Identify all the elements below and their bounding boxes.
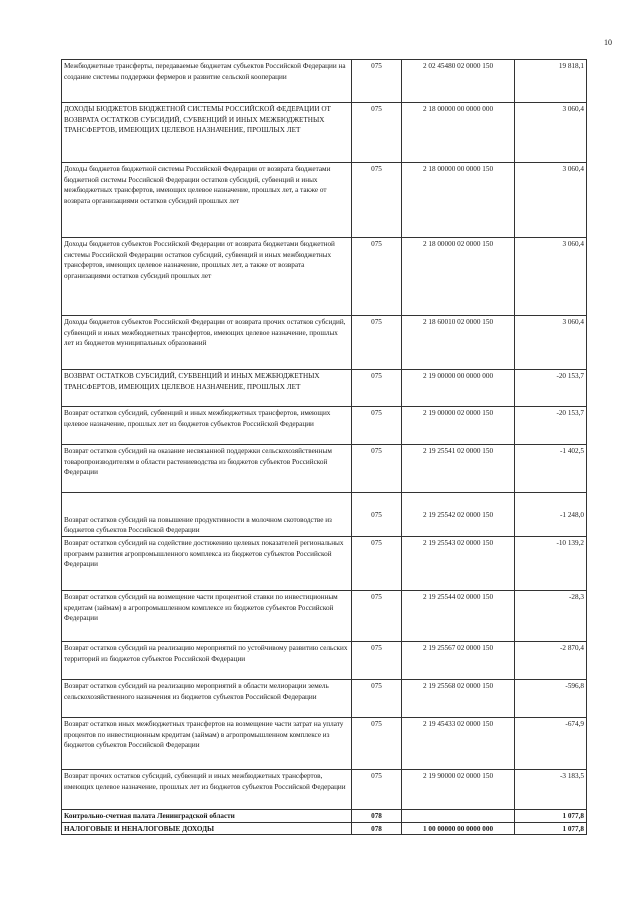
table-row-section [62,822,587,835]
row-name: Доходы бюджетов субъектов Российской Федерации от возврата прочих остатков субсидий, субвенций и иных межбюджетных трансфертов, имеющих целевое назначение, прошлых лет из бюджетов муниципальных образований [62,316,352,370]
row-name: Возврат остатков субсидий на реализацию мероприятий в области мелиорации земель сельскохозяйственного назначения из бюджетов субъектов Российской Федерации [62,680,352,718]
row-name: Доходы бюджетов субъектов Российской Федерации от возврата бюджетами бюджетной системы Российской Федерации остатков субсидий, субвенций и иных межбюджетных трансфертов, имеющих целевое назначение, прошлых лет, а также от возврата организациями остатков субсидий прошлых лет [62,238,352,316]
table-row [62,770,587,810]
table-row [62,537,587,591]
row-name: ВОЗВРАТ ОСТАТКОВ СУБСИДИЙ, СУБВЕНЦИЙ И ИНЫХ МЕЖБЮДЖЕТНЫХ ТРАНСФЕРТОВ, ИМЕЮЩИХ ЦЕЛЕВОЕ НАЗНАЧЕНИЕ, ПРОШЛЫХ ЛЕТ [62,370,352,407]
row-sum: -20 153,7 [515,407,587,445]
table-row [62,316,587,370]
row-name: ДОХОДЫ БЮДЖЕТОВ БЮДЖЕТНОЙ СИСТЕМЫ РОССИЙСКОЙ ФЕДЕРАЦИИ ОТ ВОЗВРАТА ОСТАТКОВ СУБСИДИЙ, СУБВЕНЦИЙ И ИНЫХ МЕЖБЮДЖЕТНЫХ ТРАНСФЕРТОВ, ИМЕЮЩИХ ЦЕЛЕВОЕ НАЗНАЧЕНИЕ, ПРОШЛЫХ ЛЕТ [62,103,352,163]
table-row [62,493,587,537]
row-budget-code: 2 02 45480 02 0000 150 [402,60,515,103]
row-name: Возврат остатков субсидий на реализацию мероприятий по устойчивому развитию сельских территорий из бюджетов субъектов Российской Федерации [62,642,352,680]
table-row [62,642,587,680]
table-row [62,60,587,103]
row-admin-code: 075 [352,238,402,316]
row-admin-code: 075 [352,103,402,163]
row-name: Возврат прочих остатков субсидий, субвенций и иных межбюджетных трансфертов, имеющих целевое назначение, прошлых лет из бюджетов субъектов Российской Федерации [62,770,352,810]
table-row [62,163,587,238]
row-admin-code: 075 [352,316,402,370]
row-sum: -674,9 [515,718,587,770]
row-name: Контрольно-счетная палата Ленинградской области [62,810,352,823]
row-budget-code: 2 18 00000 02 0000 150 [402,238,515,316]
row-budget-code: 2 19 90000 02 0000 150 [402,770,515,810]
row-sum: -3 183,5 [515,770,587,810]
table-row [62,680,587,718]
row-name: Возврат остатков иных межбюджетных трансфертов на возмещение части затрат на уплату процентов по инвестиционным кредитам (займам) в агропромышленном комплексе из бюджетов субъектов Российской Федерации [62,718,352,770]
row-name: Возврат остатков субсидий на оказание несвязанной поддержки сельскохозяйственным товаропроизводителям в области растениеводства из бюджетов субъектов Российской Федерации [62,445,352,493]
row-sum: 3 060,4 [515,163,587,238]
row-budget-code [402,810,515,823]
table-row [62,238,587,316]
row-budget-code: 2 19 25542 02 0000 150 [402,493,515,537]
row-admin-code: 078 [352,810,402,823]
table-row [62,370,587,407]
row-admin-code: 075 [352,445,402,493]
row-sum: 3 060,4 [515,238,587,316]
row-admin-code: 075 [352,407,402,445]
row-admin-code: 075 [352,370,402,407]
row-name: Возврат остатков субсидий на повышение продуктивности в молочном скотоводстве из бюджетов субъектов Российской Федерации [62,493,352,537]
row-sum: 19 818,1 [515,60,587,103]
row-budget-code: 2 19 00000 00 0000 000 [402,370,515,407]
table-row [62,591,587,642]
row-sum: -2 870,4 [515,642,587,680]
row-name: Возврат остатков субсидий, субвенций и иных межбюджетных трансфертов, имеющих целевое назначение, прошлых лет из бюджетов субъектов Российской Федерации [62,407,352,445]
table-row [62,103,587,163]
table-row [62,407,587,445]
row-name: Возврат остатков субсидий на возмещение части процентной ставки по инвестиционным кредитам (займам) в агропромышленном комплексе из бюджетов субъектов Российской Федерации [62,591,352,642]
row-budget-code: 2 19 45433 02 0000 150 [402,718,515,770]
row-sum: -28,3 [515,591,587,642]
row-admin-code: 078 [352,822,402,835]
row-name: НАЛОГОВЫЕ И НЕНАЛОГОВЫЕ ДОХОДЫ [62,822,352,835]
page-number: 10 [604,38,612,47]
revenue-table [61,59,587,835]
row-sum: 3 060,4 [515,316,587,370]
row-budget-code: 2 18 00000 00 0000 150 [402,163,515,238]
row-sum: -1 402,5 [515,445,587,493]
row-budget-code: 2 19 25541 02 0000 150 [402,445,515,493]
row-admin-code: 075 [352,493,402,537]
row-name: Доходы бюджетов бюджетной системы Российской Федерации от возврата бюджетами бюджетной системы Российской Федерации остатков субсидий, субвенций и иных межбюджетных трансфертов, имеющих целевое назначение, прошлых лет, а также от возврата организациями остатков субсидий прошлых лет [62,163,352,238]
row-admin-code: 075 [352,591,402,642]
row-admin-code: 075 [352,680,402,718]
row-sum: 1 077,8 [515,822,587,835]
row-budget-code: 2 19 00000 02 0000 150 [402,407,515,445]
row-sum: -1 248,0 [515,493,587,537]
row-sum: -596,8 [515,680,587,718]
row-budget-code: 2 18 00000 00 0000 000 [402,103,515,163]
row-budget-code: 1 00 00000 00 0000 000 [402,822,515,835]
row-budget-code: 2 19 25567 02 0000 150 [402,642,515,680]
row-admin-code: 075 [352,642,402,680]
table-row-section [62,810,587,823]
row-budget-code: 2 19 25568 02 0000 150 [402,680,515,718]
row-name: Межбюджетные трансферты, передаваемые бюджетам субъектов Российской Федерации на создание системы поддержки фермеров и развитие сельской кооперации [62,60,352,103]
row-admin-code: 075 [352,163,402,238]
row-sum: 3 060,4 [515,103,587,163]
row-budget-code: 2 18 60010 02 0000 150 [402,316,515,370]
row-sum: -10 139,2 [515,537,587,591]
row-admin-code: 075 [352,537,402,591]
row-budget-code: 2 19 25544 02 0000 150 [402,591,515,642]
row-admin-code: 075 [352,718,402,770]
table-row [62,445,587,493]
row-admin-code: 075 [352,60,402,103]
row-sum: 1 077,8 [515,810,587,823]
table-row [62,718,587,770]
row-admin-code: 075 [352,770,402,810]
row-budget-code: 2 19 25543 02 0000 150 [402,537,515,591]
row-name: Возврат остатков субсидий на содействие достижению целевых показателей региональных программ развития агропромышленного комплекса из бюджетов субъектов Российской Федерации [62,537,352,591]
row-sum: -20 153,7 [515,370,587,407]
